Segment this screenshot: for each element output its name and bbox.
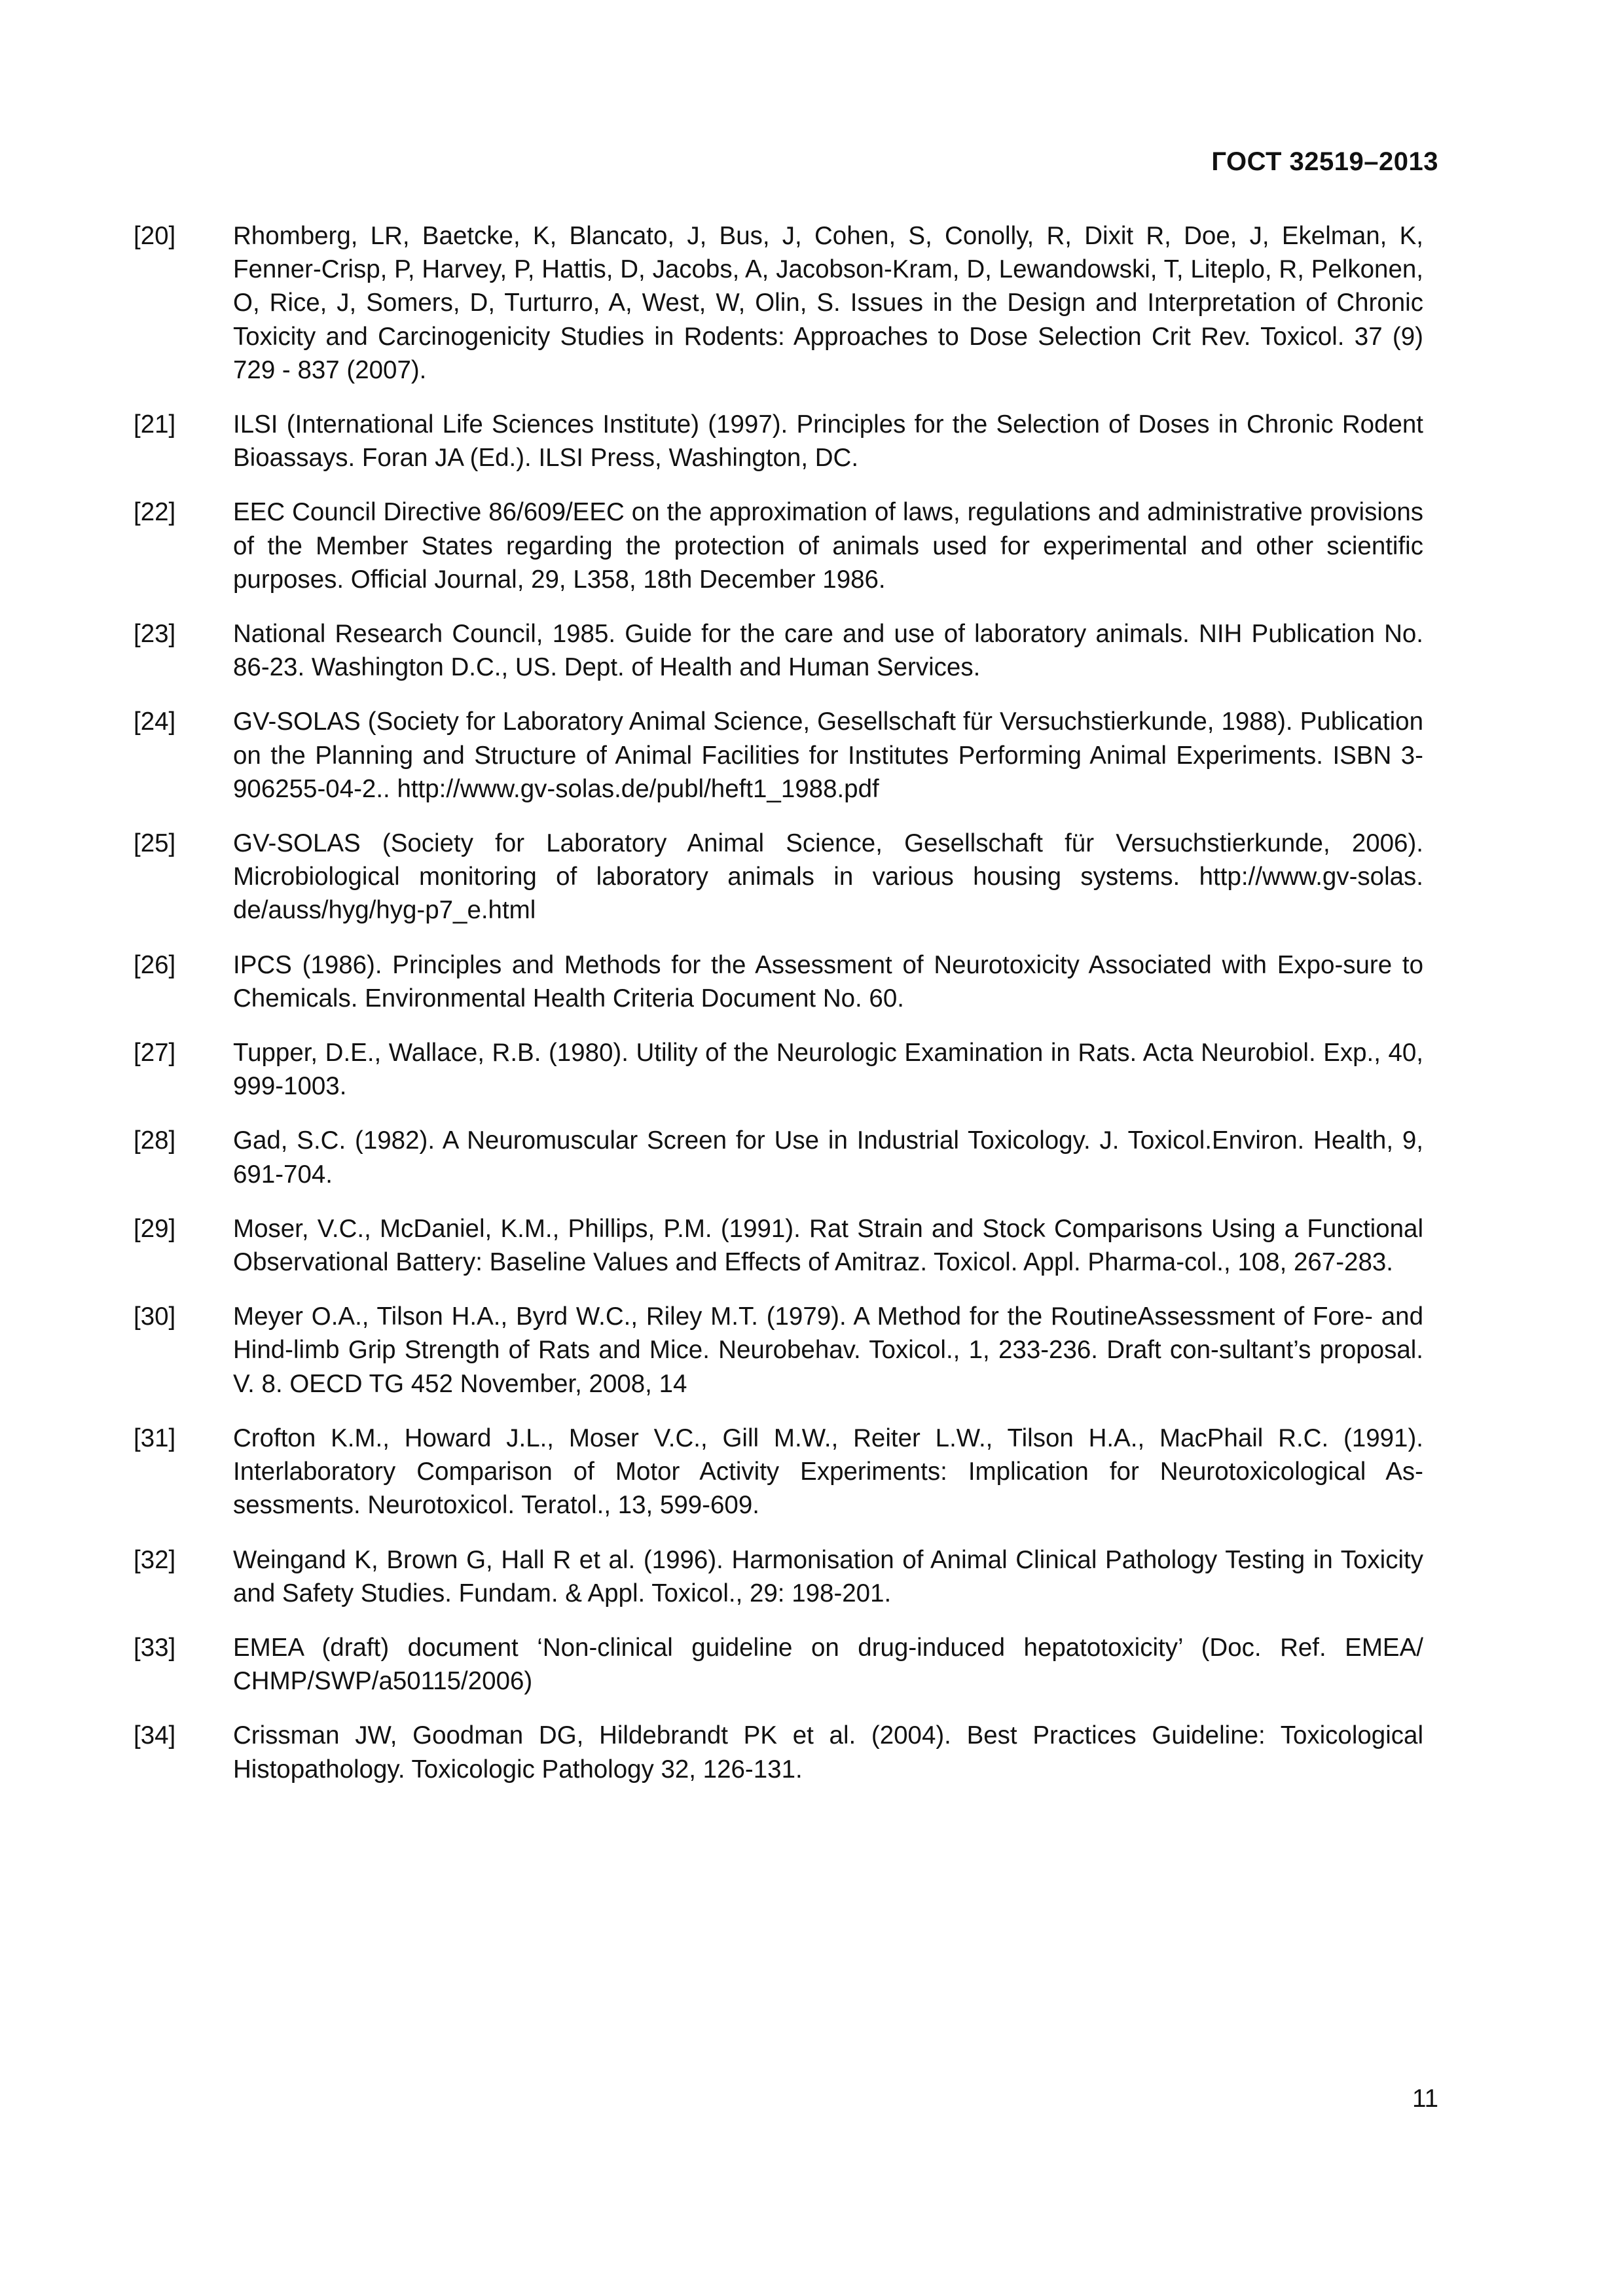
reference-item [134, 827, 1423, 927]
reference-number: [28] [134, 1126, 176, 1155]
page-number: 11 [1412, 2085, 1438, 2113]
reference-item [134, 408, 1423, 475]
reference-item [134, 1543, 1423, 1610]
reference-item [134, 219, 1423, 387]
standard-designation: ГОСТ 32519–2013 [1211, 147, 1438, 176]
reference-text: Tupper, D.E., Wallace, R.B. (1980). Utility of the Neurologic Examination in Rats. Acta Neurobiol. Exp., 40, 999-1003. [233, 1039, 1423, 1101]
reference-number: [33] [134, 1633, 176, 1662]
reference-number: [34] [134, 1721, 176, 1750]
reference-text: EEC Council Directive 86/609/EEC on the approximation of laws, regulations and administrative provisions of the Member States regarding the protection of animals used for experimental and other scientific purposes. Official Journal, 29, L358, 18th December 1986. [233, 498, 1423, 594]
reference-number: [32] [134, 1545, 176, 1574]
reference-item [134, 1631, 1423, 1698]
reference-text: National Research Council, 1985. Guide for the care and use of laboratory animals. NIH Publication No. 86-23. Washington D.C., US. Dept. of Health and Human Services. [233, 620, 1423, 682]
reference-text: Rhomberg, LR, Baetcke, K, Blancato, J, Bus, J, Cohen, S, Conolly, R, Dixit R, Doe, J, Ekelman, K, Fenner-Crisp, P, Harvey, P, Hattis, D, Jacobs, A, Jacobson-Kram, D, Lewandowski, T, Liteplo, R, Pelkonen, O, Rice, J, Somers, D, Turturro, A, West, W, Olin, S. Issues in the Design and Interpretation of Chronic Toxicity and Carcinogenicity Studies in Rodents: Approaches to Dose Selection Crit Rev. Toxicol. 37 (9) 729 - 837 (2007). [233, 222, 1423, 384]
reference-number: [21] [134, 410, 176, 439]
reference-text: Crofton K.M., Howard J.L., Moser V.C., Gill M.W., Reiter L.W., Tilson H.A., MacPhail R.C. (1991). Interlaboratory Comparison of Motor Activity Experiments: Implication for Neurotoxicological As-​sessments. Neurotoxicol. Teratol., 13, 599-609. [233, 1424, 1423, 1520]
reference-item [134, 617, 1423, 684]
reference-item [134, 1422, 1423, 1522]
reference-number: [23] [134, 620, 176, 649]
reference-item [134, 1719, 1423, 1785]
reference-number: [30] [134, 1302, 176, 1331]
reference-text: Weingand K, Brown G, Hall R et al. (1996). Harmonisation of Animal Clinical Pathology Testing in Toxicity and Safety Studies. Fundam. & Appl. Toxicol., 29: 198-201. [233, 1545, 1423, 1607]
reference-number: [31] [134, 1424, 176, 1452]
reference-text: Gad, S.C. (1982). A Neuromuscular Screen for Use in Industrial Toxicology. J. Toxicol.Environ. Health, 9, 691-704. [233, 1126, 1423, 1189]
reference-text: ILSI (International Life Sciences Institute) (1997). Principles for the Selection of Doses in Chronic Rodent Bioassays. Foran JA (Ed.). ILSI Press, Washington, DC. [233, 410, 1423, 473]
reference-item [134, 1124, 1423, 1191]
reference-item [134, 705, 1423, 806]
reference-text: GV-SOLAS (Society for Laboratory Animal Science, Gesellschaft für Versuchstierkunde, 2006). Microbiological monitoring of laboratory animals in various housing systems. http://www.gv-solas.​de/auss/hyg/hyg-p7_e.html [233, 829, 1423, 925]
reference-item [134, 1212, 1423, 1279]
reference-number: [25] [134, 829, 176, 858]
reference-text: EMEA (draft) document ‘Non-clinical guideline on drug-induced hepatotoxicity’ (Doc. Ref. EMEA/​CHMP/SWP/a50115/2006) [233, 1633, 1423, 1696]
reference-number: [22] [134, 498, 176, 527]
reference-number: [24] [134, 708, 176, 736]
reference-text: GV-SOLAS (Society for Laboratory Animal Science, Gesellschaft für Versuchstierkunde, 1988). Publication on the Planning and Structure of Animal Facilities for Institutes Performing Animal Experiments. ISBN 3-906255-04-2.. http://www.gv-solas.de/publ/heft1_1988.pdf [233, 708, 1423, 803]
reference-item [134, 1036, 1423, 1103]
reference-list [134, 219, 1423, 1807]
reference-text: IPCS (1986). Principles and Methods for the Assessment of Neurotoxicity Associated with Expo-​sure to Chemicals. Environmental Health Criteria Document No. 60. [233, 950, 1423, 1013]
reference-number: [20] [134, 222, 176, 250]
reference-item [134, 495, 1423, 596]
reference-number: [29] [134, 1214, 176, 1243]
reference-item [134, 948, 1423, 1015]
reference-item [134, 1300, 1423, 1401]
reference-number: [26] [134, 950, 176, 979]
reference-text: Moser, V.C., McDaniel, K.M., Phillips, P.M. (1991). Rat Strain and Stock Comparisons Using a Functional Observational Battery: Baseline Values and Effects of Amitraz. Toxicol. Appl. Pharma-​col., 108, 267-283. [233, 1214, 1423, 1277]
reference-number: [27] [134, 1039, 176, 1067]
reference-text: Meyer O.A., Tilson H.A., Byrd W.C., Riley M.T. (1979). A Method for the RoutineAssessment of Fore- and Hind-limb Grip Strength of Rats and Mice. Neurobehav. Toxicol., 1, 233-236. Draft con-​sultant’s proposal. V. 8. OECD TG 452 November, 2008, 14 [233, 1302, 1423, 1398]
reference-text: Crissman JW, Goodman DG, Hildebrandt PK et al. (2004). Best Practices Guideline: Toxicological Histopathology. Toxicologic Pathology 32, 126-131. [233, 1721, 1423, 1784]
